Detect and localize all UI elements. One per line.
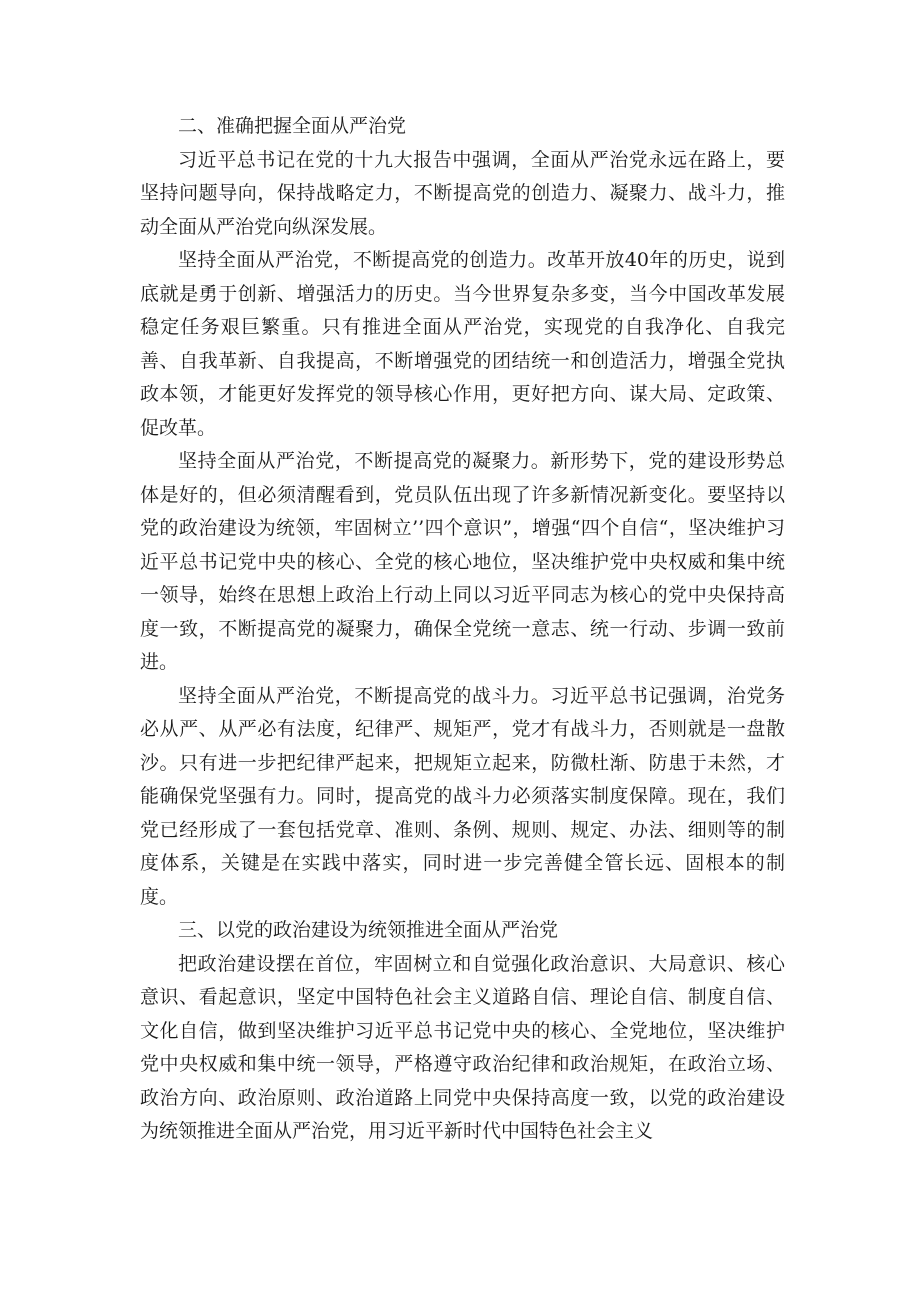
- paragraph-combat-effectiveness: 坚持全面从严治党，不断提高党的战斗力。习近平总书记强调，治党务必从严、从严必有法度，纪律严、规矩严，党才有战斗力，否则就是一盘散沙。只有进一步把纪律严起来，把规矩立起来，防微杜渐、防患于未然，才能确保党坚强有力。同时，提高党的战斗力必须落实制度保障。现在，我们党已经形成了一套包括党章、准则、条例、规则、规定、办法、细则等的制度体系，关键是在实践中落实，同时进一步完善健全管长远、固根本的制度。: [140, 684, 785, 908]
- paragraph-political-construction: 把政治建设摆在首位，牢固树立和自觉强化政治意识、大局意识、核心意识、看起意识，坚定中国特色社会主义道路自信、理论自信、制度自信、文化自信，做到坚决维护习近平总书记党中央的核心、全党地位，坚决维护党中央权威和集中统一领导，严格遵守政治纪律和政治规矩，在政治立场、政治方向、政治原则、政治道路上同党中央保持高度一致，以党的政治建设为统领推进全面从严治党，用习近平新时代中国特色社会主义: [140, 952, 785, 1142]
- paragraph-intro: 习近平总书记在党的十九大报告中强调，全面从严治党永远在路上，要坚持问题导向，保持战略定力，不断提高党的创造力、凝聚力、战斗力，推动全面从严治党向纵深发展。: [140, 148, 785, 238]
- paragraph-cohesion: 坚持全面从严治党，不断提高党的凝聚力。新形势下，党的建设形势总体是好的，但必须清醒看到，党员队伍出现了许多新情况新变化。要坚持以党的政治建设为统领，牢固树立’’四个意识”，增强“四个自信“，坚决维护习近平总书记党中央的核心、全党的核心地位，坚决维护党中央权威和集中统一领导，始终在思想上政治上行动上同以习近平同志为核心的党中央保持高度一致，不断提高党的凝聚力，确保全党统一意志、统一行动、步调一致前进。: [140, 450, 785, 673]
- document-body: [140, 110, 785, 1149]
- section-heading-3: 三、以党的政治建设为统领推进全面从严治党: [178, 919, 559, 941]
- paragraph-creativity: 坚持全面从严治党，不断提高党的创造力。改革开放40年的历史，说到底就是勇于创新、增强活力的历史。当今世界复杂多变，当今中国改革发展稳定任务艰巨繁重。只有推进全面从严治党，实现党的自我净化、自我完善、自我革新、自我提高，不断增强党的团结统一和创造活力，增强全党执政本领，才能更好发挥党的领导核心作用，更好把方向、谋大局、定政策、促改革。: [140, 249, 785, 439]
- section-heading-2: 二、准确把握全面从严治党: [178, 115, 407, 137]
